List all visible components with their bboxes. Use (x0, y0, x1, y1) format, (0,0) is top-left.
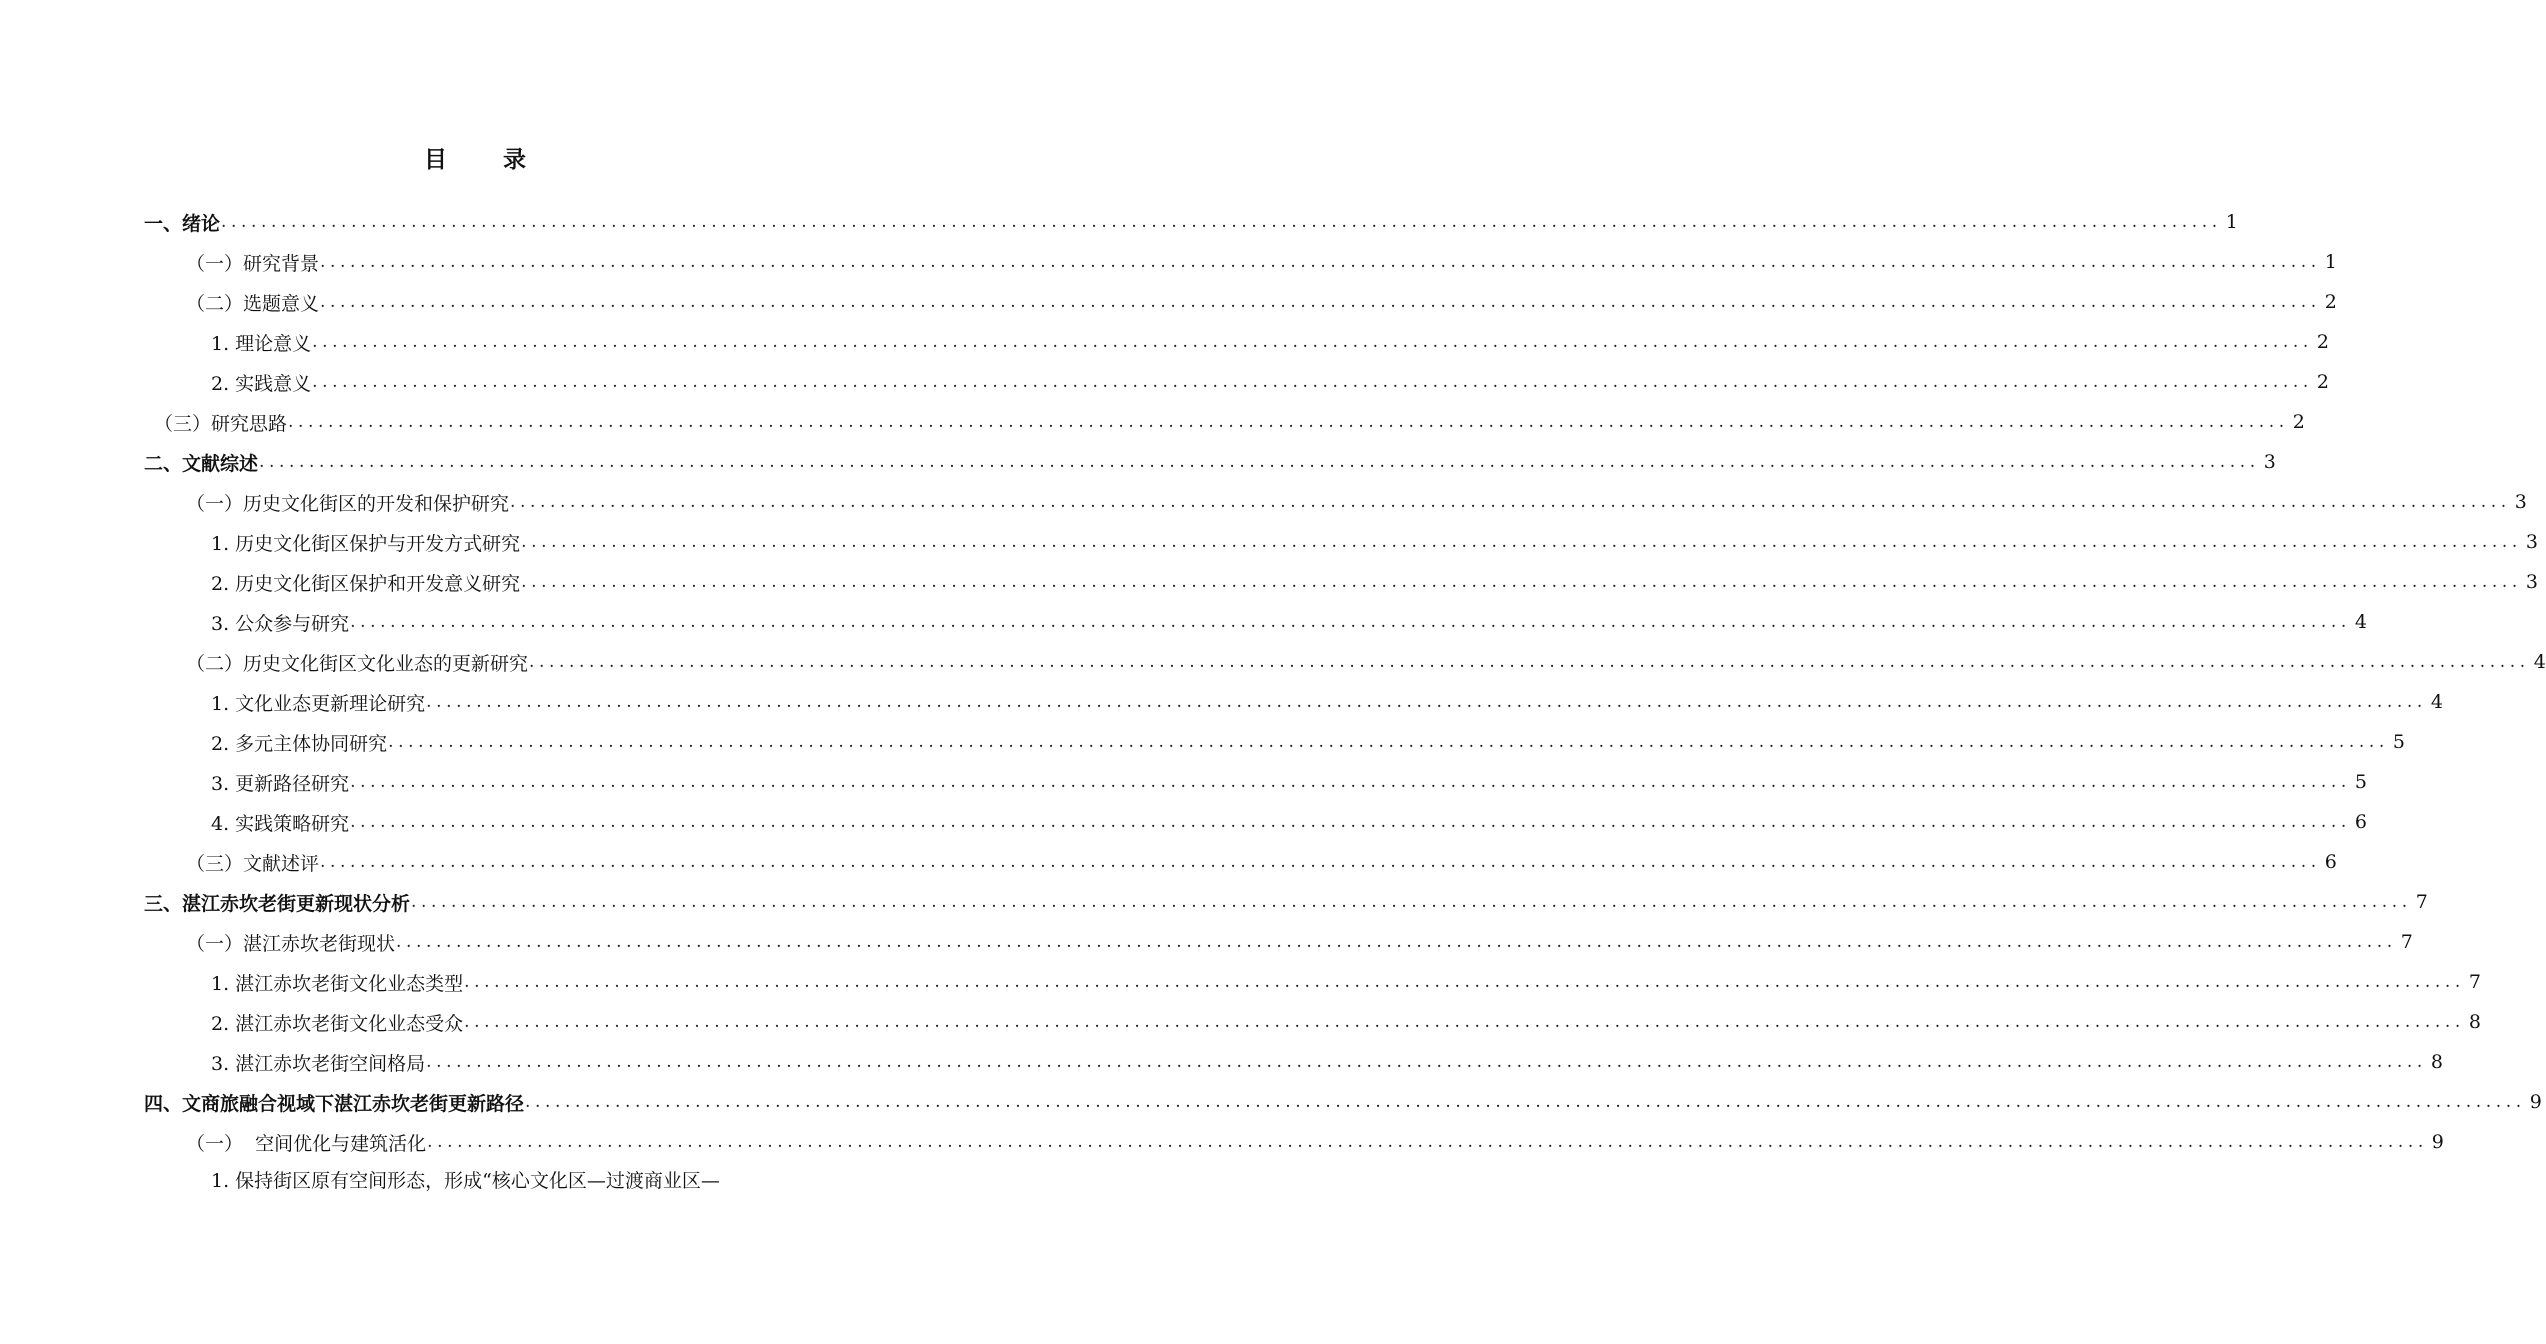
toc-entry-label: 2. 多元主体协同研究 (211, 732, 388, 755)
toc-entry-section[interactable] (186, 642, 2546, 682)
toc-entry-label: 二、文献综述 (144, 452, 259, 475)
toc-entry-section[interactable] (186, 282, 2337, 322)
toc-entry-subsection[interactable] (211, 562, 2538, 602)
toc-entry-label: （一） 空间优化与建筑活化 (186, 1132, 427, 1155)
toc-entry-label: 1. 理论意义 (211, 332, 312, 355)
toc-dot-leader: ........................................................................................................................................................................................................ (426, 1052, 2427, 1072)
toc-entry-label: 3. 湛江赤坎老街空间格局 (211, 1052, 426, 1075)
toc-entry-label: 4. 实践策略研究 (211, 812, 350, 835)
toc-entry-chapter-2[interactable] (144, 442, 2276, 482)
toc-entry-label: （二）历史文化街区文化业态的更新研究 (186, 652, 529, 675)
toc-entry-subsection[interactable] (211, 762, 2367, 802)
toc-dot-leader: ........................................................................................................................................................................................................ (388, 732, 2389, 752)
toc-entry-label: 3. 公众参与研究 (211, 612, 350, 635)
toc-title-part2: 录 (503, 146, 526, 173)
toc-entry-subsection[interactable] (211, 1042, 2443, 1082)
toc-entry-label: 1. 历史文化街区保护与开发方式研究 (211, 532, 521, 555)
toc-entry-section[interactable] (186, 482, 2527, 522)
toc-page-number: 8 (2430, 1051, 2443, 1073)
toc-page-number: 2 (2316, 331, 2329, 353)
toc-dot-leader: ........................................................................................................................................................................................................ (521, 572, 2522, 592)
toc-entry-label: 一、绪论 (144, 212, 221, 235)
toc-entry-label: 1. 文化业态更新理论研究 (211, 692, 426, 715)
toc-entry-chapter-4[interactable] (144, 1082, 2542, 1122)
toc-entry-subsection[interactable] (211, 362, 2329, 402)
toc-dot-leader: ........................................................................................................................................................................................................ (426, 692, 2427, 712)
toc-page-number: 2 (2292, 411, 2305, 433)
toc-page-number: 3 (2514, 491, 2527, 513)
toc-page-number: 9 (2431, 1131, 2444, 1153)
toc-dot-leader: ........................................................................................................................................................................................................ (427, 1132, 2428, 1152)
toc-dot-leader: ........................................................................................................................................................................................................ (525, 1092, 2526, 1112)
toc-dot-leader: ........................................................................................................................................................................................................ (320, 292, 2321, 312)
toc-dot-leader: ........................................................................................................................................................................................................ (350, 612, 2351, 632)
toc-page-number: 6 (2354, 811, 2367, 833)
toc-entry-subsection[interactable] (211, 522, 2538, 562)
toc-page-number: 2 (2316, 371, 2329, 393)
toc-page-number: 7 (2468, 971, 2481, 993)
toc-entry-label: （二）选题意义 (186, 292, 320, 315)
toc-entry-label: （三）研究思路 (154, 412, 288, 435)
toc-entry-section[interactable] (186, 842, 2337, 882)
toc-entry-subsection[interactable] (211, 722, 2405, 762)
toc-page-number: 3 (2525, 531, 2538, 553)
toc-entry-section[interactable] (186, 1122, 2444, 1162)
toc-dot-leader: ........................................................................................................................................................................................................ (312, 332, 2313, 352)
toc-entry-label: 3. 更新路径研究 (211, 772, 350, 795)
toc-page-number: 9 (2529, 1091, 2542, 1113)
toc-entry-subsection[interactable] (211, 962, 2481, 1002)
toc-entry-subsection[interactable] (211, 682, 2443, 722)
toc-entry-label: （一）研究背景 (186, 252, 320, 275)
toc-dot-leader: ........................................................................................................................................................................................................ (464, 972, 2465, 992)
toc-entry-subsection[interactable] (211, 1002, 2481, 1042)
toc-entry-label: 2. 实践意义 (211, 372, 312, 395)
toc-page-number: 4 (2533, 651, 2546, 673)
toc-title-part1: 目 (424, 146, 447, 173)
toc-entry-section[interactable] (154, 402, 2305, 442)
toc-dot-leader: ........................................................................................................................................................................................................ (510, 492, 2511, 512)
toc-entry-partial-line: 1. 保持街区原有空间形态，形成“核心文化区—过渡商业区— (211, 1170, 720, 1192)
toc-page-number: 2 (2324, 291, 2337, 313)
toc-page-number: 7 (2415, 891, 2428, 913)
toc-dot-leader: ........................................................................................................................................................................................................ (312, 372, 2313, 392)
toc-page-number: 7 (2400, 931, 2413, 953)
toc-entry-subsection[interactable] (211, 322, 2329, 362)
toc-dot-leader: ........................................................................................................................................................................................................ (350, 772, 2351, 792)
toc-entry-label: （一）湛江赤坎老街现状 (186, 932, 396, 955)
toc-entry-label: （三）文献述评 (186, 852, 320, 875)
toc-entry-chapter-3[interactable] (144, 882, 2428, 922)
toc-page-number: 3 (2263, 451, 2276, 473)
toc-page-number: 1 (2324, 251, 2337, 273)
toc-page-number: 1 (2225, 211, 2238, 233)
toc-page-number: 6 (2324, 851, 2337, 873)
toc-dot-leader: ........................................................................................................................................................................................................ (221, 212, 2222, 232)
toc-page-number: 4 (2354, 611, 2367, 633)
toc-dot-leader: ........................................................................................................................................................................................................ (411, 892, 2412, 912)
toc-page-number: 4 (2430, 691, 2443, 713)
toc-entry-section[interactable] (186, 242, 2337, 282)
toc-entry-chapter-1[interactable] (144, 202, 2238, 242)
toc-dot-leader: ........................................................................................................................................................................................................ (396, 932, 2397, 952)
toc-dot-leader: ........................................................................................................................................................................................................ (350, 812, 2351, 832)
toc-entry-subsection[interactable] (211, 602, 2367, 642)
toc-entry-label: 2. 历史文化街区保护和开发意义研究 (211, 572, 521, 595)
toc-entry-subsection[interactable] (211, 802, 2367, 842)
toc-dot-leader: ........................................................................................................................................................................................................ (529, 652, 2530, 672)
toc-entry-section[interactable] (186, 922, 2413, 962)
toc-dot-leader: ........................................................................................................................................................................................................ (288, 412, 2289, 432)
toc-entry-label: 2. 湛江赤坎老街文化业态受众 (211, 1012, 464, 1035)
toc-entry-label: 四、文商旅融合视域下湛江赤坎老街更新路径 (144, 1092, 525, 1115)
toc-entry-label: 三、湛江赤坎老街更新现状分析 (144, 892, 411, 915)
toc-dot-leader: ........................................................................................................................................................................................................ (259, 452, 2260, 472)
toc-page-number: 5 (2392, 731, 2405, 753)
toc-dot-leader: ........................................................................................................................................................................................................ (521, 532, 2522, 552)
toc-dot-leader: ........................................................................................................................................................................................................ (320, 852, 2321, 872)
toc-page-number: 5 (2354, 771, 2367, 793)
toc-entry-label: （一）历史文化街区的开发和保护研究 (186, 492, 510, 515)
toc-dot-leader: ........................................................................................................................................................................................................ (464, 1012, 2465, 1032)
toc-page-number: 8 (2468, 1011, 2481, 1033)
toc-dot-leader: ........................................................................................................................................................................................................ (320, 252, 2321, 272)
toc-page-number: 3 (2525, 571, 2538, 593)
toc-title (0, 142, 950, 178)
toc-entry-label: 1. 湛江赤坎老街文化业态类型 (211, 972, 464, 995)
